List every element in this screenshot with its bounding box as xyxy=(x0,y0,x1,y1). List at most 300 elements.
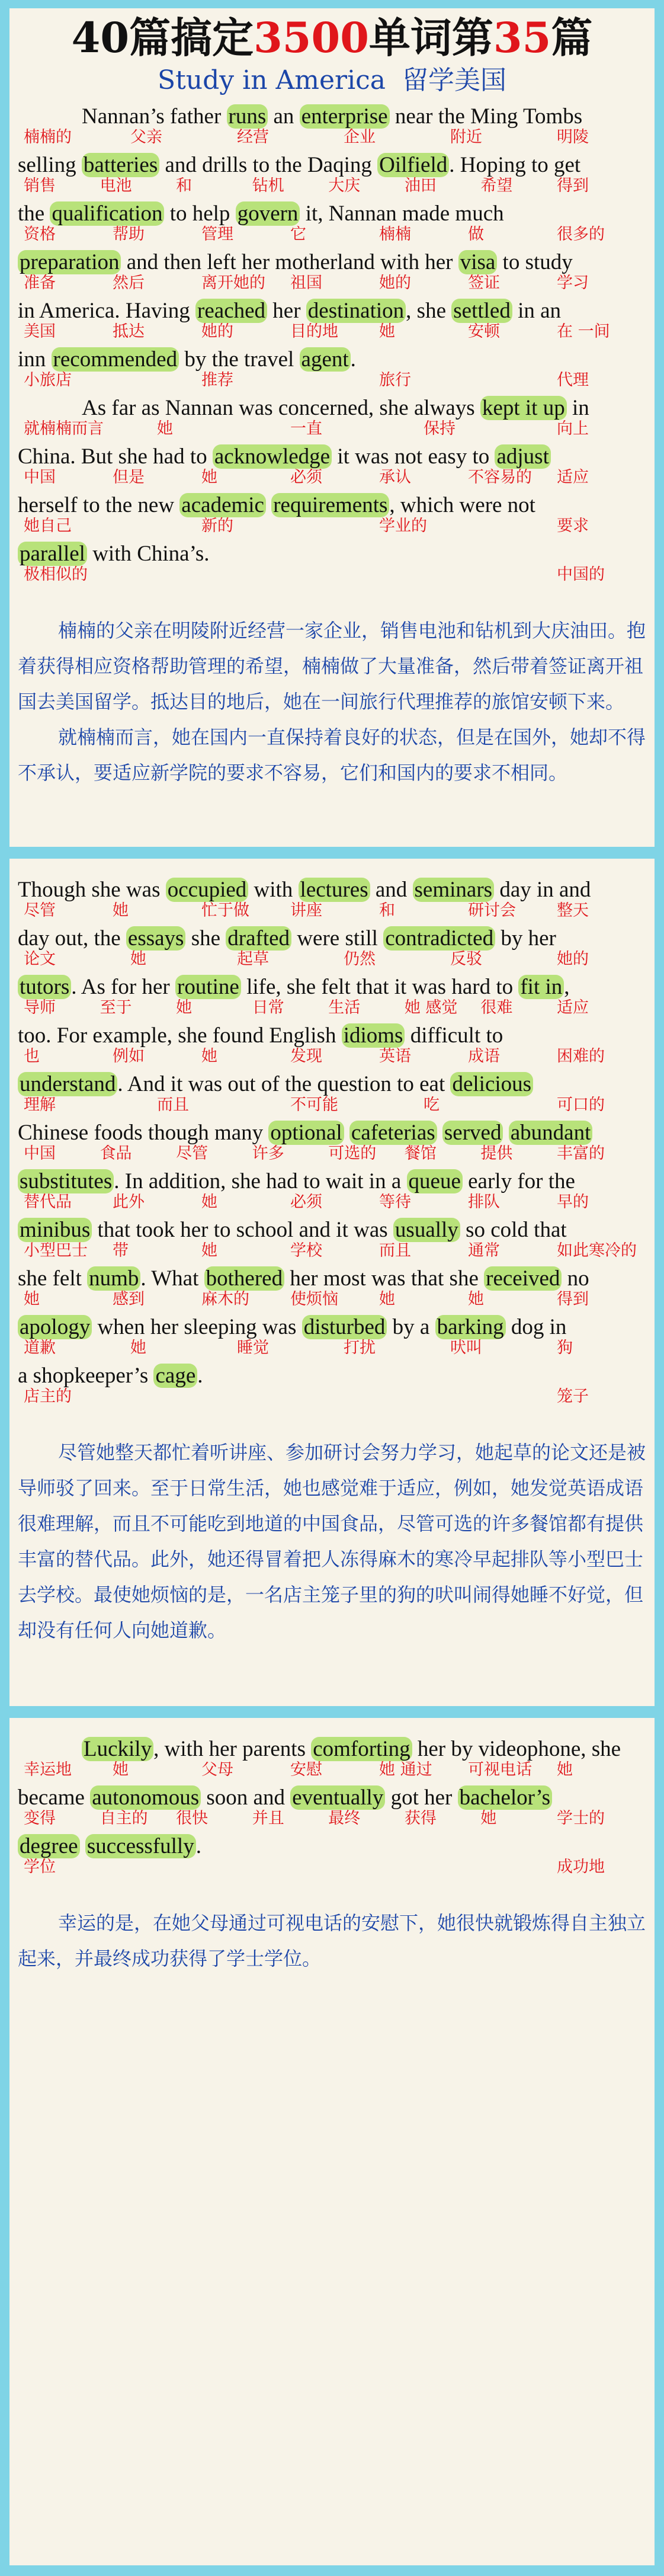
english-text: , with her parents xyxy=(153,1737,312,1761)
title-number-2: 35 xyxy=(493,13,551,62)
gloss-word: 她 xyxy=(24,1290,40,1308)
english-text: were still xyxy=(291,926,384,951)
text-line xyxy=(18,876,646,925)
vocab-highlight: understand xyxy=(18,1072,117,1096)
english-text: that took her to school and it was xyxy=(92,1218,393,1242)
chinese-gloss-line xyxy=(18,467,646,488)
gloss-word: 导师 xyxy=(24,999,56,1017)
english-text: inn xyxy=(18,347,52,372)
gloss-word: 帮助 xyxy=(113,225,145,244)
vocab-highlight: seminars xyxy=(413,878,495,902)
title-part-2: 单词第 xyxy=(368,13,493,62)
english-text: by the travel xyxy=(179,347,300,372)
chinese-gloss-line xyxy=(18,370,646,391)
english-text: and then left her motherland with her xyxy=(121,250,458,274)
gloss-word: 她 xyxy=(176,999,193,1017)
chinese-gloss-line xyxy=(18,175,646,197)
gloss-word: 自主的 xyxy=(100,1809,148,1828)
english-text: near the Ming Tombs xyxy=(389,104,583,129)
english-text: it, Nannan made much xyxy=(300,201,504,226)
text-line xyxy=(18,200,646,249)
english-text: to help xyxy=(164,201,236,226)
gloss-word: 如此寒冷的 xyxy=(557,1241,637,1260)
gloss-word: 而且 xyxy=(379,1241,411,1260)
text-line xyxy=(18,1119,646,1168)
gloss-word: 笼子 xyxy=(557,1387,589,1406)
article-panel-2 xyxy=(9,859,655,1706)
gloss-word: 她 xyxy=(201,1193,217,1211)
text-line xyxy=(18,492,646,540)
subtitle xyxy=(18,64,646,97)
english-text: so cold that xyxy=(460,1218,567,1242)
gloss-word: 她 xyxy=(480,1809,497,1828)
gloss-word: 明陵 xyxy=(557,128,589,146)
gloss-word: 适应 xyxy=(557,999,589,1017)
gloss-word: 感到 xyxy=(113,1290,145,1308)
english-text: the xyxy=(18,201,50,226)
gloss-word: 尽管 xyxy=(176,1144,208,1163)
gloss-word: 抵达 xyxy=(113,322,145,341)
vocab-highlight: idioms xyxy=(342,1023,405,1048)
gloss-word: 她 xyxy=(201,468,217,487)
vocab-highlight: substitutes xyxy=(18,1169,114,1193)
gloss-word: 可口的 xyxy=(557,1096,605,1114)
gloss-word: 要求 xyxy=(557,517,589,535)
vocab-highlight: parallel xyxy=(18,542,87,566)
gloss-word: 推荐 xyxy=(201,371,233,389)
text-line xyxy=(18,1168,646,1217)
text-line xyxy=(18,1022,646,1071)
vocab-highlight: barking xyxy=(435,1315,506,1339)
gloss-word: 希望 xyxy=(480,177,513,195)
text-line xyxy=(18,1265,646,1314)
text-line xyxy=(18,1217,646,1265)
english-text: . Hoping to get xyxy=(449,153,581,177)
text-line xyxy=(18,1362,646,1411)
gloss-word: 成功地 xyxy=(557,1858,605,1876)
english-text: she felt xyxy=(18,1266,88,1291)
english-text: . As for her xyxy=(71,975,175,999)
text-line xyxy=(18,1071,646,1119)
gloss-word: 中国的 xyxy=(557,565,605,584)
gloss-word: 带 xyxy=(113,1241,129,1260)
vocab-highlight: enterprise xyxy=(300,104,390,129)
gloss-word: 她 xyxy=(557,1761,573,1779)
gloss-word: 极相似的 xyxy=(24,565,88,584)
gloss-word: 讲座 xyxy=(290,901,322,920)
text-line xyxy=(18,1314,646,1362)
vocab-highlight: cage xyxy=(153,1364,197,1388)
gloss-word: 新的 xyxy=(201,517,233,535)
vocab-highlight: essays xyxy=(126,926,186,951)
gloss-word: 英语 xyxy=(379,1047,411,1065)
english-text: difficult to xyxy=(405,1023,503,1048)
gloss-word: 电池 xyxy=(100,177,132,195)
translation-paragraph: 幸运的是，在她父母通过可视电话的安慰下，她很快就锻炼得自主独立起来，并最终成功获得了学士学位。 xyxy=(18,1912,646,1970)
english-text: when her sleeping was xyxy=(92,1315,302,1339)
chinese-gloss-line xyxy=(18,1386,646,1407)
gloss-word: 学校 xyxy=(290,1241,322,1260)
english-text: Chinese foods though many xyxy=(18,1121,269,1145)
chinese-gloss-line xyxy=(18,997,646,1019)
vocab-highlight: received xyxy=(484,1266,562,1291)
text-line xyxy=(18,249,646,297)
vocab-highlight: minibus xyxy=(18,1218,92,1242)
gloss-word: 使烦恼 xyxy=(290,1290,338,1308)
gloss-word: 她 xyxy=(468,1290,484,1308)
gloss-word: 她 感觉 xyxy=(404,999,458,1017)
vocab-highlight: govern xyxy=(236,201,300,226)
gloss-word: 资格 xyxy=(24,225,56,244)
gloss-word: 食品 xyxy=(100,1144,132,1163)
vocab-highlight: routine xyxy=(175,975,241,999)
chinese-gloss-line xyxy=(18,949,646,970)
translation-paragraph: 楠楠的父亲在明陵附近经营一家企业，销售电池和钻机到大庆油田。抱着获得相应资格帮助管理的希望，楠楠做了大量准备，然后带着签证离开祖国去美国留学。抵达目的地后，她在一间旅行代理推荐的旅馆安顿下来。 xyxy=(18,619,646,713)
english-text xyxy=(503,1121,508,1145)
title-part-3: 篇 xyxy=(551,13,593,62)
vocab-highlight: served xyxy=(442,1121,503,1145)
gloss-word: 旅行 xyxy=(379,371,411,389)
english-text: selling xyxy=(18,153,82,177)
english-text: , which were not xyxy=(389,493,535,517)
gloss-word: 吠叫 xyxy=(450,1339,482,1357)
gloss-word: 代理 xyxy=(557,371,589,389)
chinese-gloss-line xyxy=(18,127,646,148)
gloss-word: 她 xyxy=(113,901,129,920)
english-text: with xyxy=(248,878,299,902)
gloss-word: 中国 xyxy=(24,1144,56,1163)
english-text: Though she was xyxy=(18,878,166,902)
gloss-word: 安顿 xyxy=(468,322,500,341)
gloss-word: 一直 xyxy=(290,420,322,438)
gloss-word: 它 xyxy=(290,225,306,244)
gloss-word: 她 xyxy=(130,1339,146,1357)
vocab-highlight: settled xyxy=(451,299,512,323)
english-text: no xyxy=(562,1266,589,1291)
english-text: . And it was out of the question to eat xyxy=(117,1072,451,1096)
vocab-highlight: adjust xyxy=(495,444,550,469)
gloss-word: 学习 xyxy=(557,274,589,292)
vocab-highlight: batteries xyxy=(82,153,159,177)
gloss-word: 很多的 xyxy=(557,225,605,244)
page-title xyxy=(18,8,646,64)
gloss-word: 等待 xyxy=(379,1193,411,1211)
english-text: As far as Nannan was concerned, she always xyxy=(82,396,480,420)
english-text: with China’s. xyxy=(86,542,210,566)
gloss-word: 企业 xyxy=(344,128,376,146)
english-text: life, she felt that it was hard to xyxy=(240,975,519,999)
english-text: . xyxy=(197,1364,203,1388)
vocab-highlight: numb xyxy=(87,1266,140,1291)
gloss-word: 至于 xyxy=(100,999,132,1017)
chinese-gloss-line xyxy=(18,1046,646,1067)
english-text: her by videophone, she xyxy=(412,1737,621,1761)
english-text: her most was that she xyxy=(284,1266,485,1291)
gloss-word: 父亲 xyxy=(130,128,162,146)
text-line xyxy=(18,395,646,443)
vocab-highlight: bachelor’s xyxy=(458,1785,552,1810)
english-text: in America. Having xyxy=(18,299,196,323)
english-text: an xyxy=(268,104,300,129)
chinese-gloss-line xyxy=(18,516,646,537)
gloss-word: 小型巴士 xyxy=(24,1241,88,1260)
interlinear-text-section-3 xyxy=(18,1736,646,1881)
gloss-word: 餐馆 xyxy=(404,1144,437,1163)
english-text: . xyxy=(195,1834,201,1858)
vocab-highlight: degree xyxy=(18,1834,80,1858)
gloss-word: 成语 xyxy=(468,1047,500,1065)
gloss-word: 她 xyxy=(157,420,173,438)
gloss-word: 承认 xyxy=(379,468,411,487)
english-text: by her xyxy=(495,926,556,951)
vocab-highlight: lectures xyxy=(299,878,370,902)
translation-paragraph: 尽管她整天都忙着听讲座、参加研讨会努力学习，她起草的论文还是被导师驳了回来。至于日常生活，她也感觉难于适应，例如，她发觉英语成语很难理解，而且不可能吃到地道的中国食品，尽管可选的许多餐馆都有提供丰富的替代品。此外，她还得冒着把人冻得麻木的寒冷早起排队等小型巴士去学校。最使她烦恼的是，一名店主笼子里的狗的吠叫闹得她睡不好觉，但却没有任何人向她道歉。 xyxy=(18,1441,646,1641)
chinese-gloss-line xyxy=(18,418,646,440)
gloss-word: 丰富的 xyxy=(557,1144,605,1163)
vocab-highlight: successfully xyxy=(85,1834,196,1858)
vocab-highlight: fit in xyxy=(518,975,564,999)
gloss-word: 她 xyxy=(379,1290,395,1308)
gloss-word: 研讨会 xyxy=(468,901,516,920)
english-text: in an xyxy=(512,299,562,323)
gloss-word: 睡觉 xyxy=(237,1339,269,1357)
gloss-word: 打扰 xyxy=(344,1339,376,1357)
vocab-highlight: autonomous xyxy=(90,1785,201,1810)
gloss-word: 准备 xyxy=(24,274,56,292)
interlinear-text-section-1 xyxy=(18,103,646,589)
title-number-1: 3500 xyxy=(254,13,369,62)
gloss-word: 得到 xyxy=(557,177,589,195)
gloss-word: 排队 xyxy=(468,1193,500,1211)
text-line xyxy=(18,346,646,395)
subtitle-english: Study in America xyxy=(157,65,386,95)
english-text xyxy=(437,1121,442,1145)
gloss-word: 获得 xyxy=(404,1809,437,1828)
chinese-gloss-line xyxy=(18,273,646,294)
gloss-word: 然后 xyxy=(113,274,145,292)
gloss-word: 楠楠的 xyxy=(24,128,72,146)
article-panel-1 xyxy=(9,8,655,847)
vocab-highlight: Luckily xyxy=(82,1737,153,1761)
gloss-word: 中国 xyxy=(24,468,56,487)
text-line xyxy=(18,925,646,974)
gloss-word: 很难 xyxy=(480,999,513,1017)
gloss-word: 变得 xyxy=(24,1809,56,1828)
vocab-highlight: usually xyxy=(393,1218,460,1242)
text-line xyxy=(18,152,646,200)
english-text: , xyxy=(564,975,570,999)
translation-section-2 xyxy=(18,1435,646,1648)
gloss-word: 而且 xyxy=(157,1096,189,1114)
vocab-highlight: abundant xyxy=(509,1121,593,1145)
chinese-gloss-line xyxy=(18,1759,646,1781)
gloss-word: 可视电话 xyxy=(468,1761,532,1779)
vocab-highlight: apology xyxy=(18,1315,92,1339)
gloss-word: 附近 xyxy=(450,128,482,146)
text-line xyxy=(18,540,646,589)
gloss-word: 起草 xyxy=(237,950,269,968)
gloss-word: 最终 xyxy=(328,1809,361,1828)
vocab-highlight: delicious xyxy=(450,1072,533,1096)
gloss-word: 困难的 xyxy=(557,1047,605,1065)
english-text: she xyxy=(185,926,226,951)
chinese-gloss-line xyxy=(18,321,646,343)
vocab-highlight: preparation xyxy=(18,250,121,274)
chinese-gloss-line xyxy=(18,1143,646,1164)
english-text xyxy=(266,493,271,517)
text-line xyxy=(18,103,646,152)
vocab-highlight: requirements xyxy=(271,493,389,517)
english-text: herself to the new xyxy=(18,493,180,517)
gloss-word: 生活 xyxy=(328,999,361,1017)
gloss-word: 不可能 xyxy=(290,1096,338,1114)
vocab-highlight: runs xyxy=(227,104,268,129)
vocab-highlight: queue xyxy=(407,1169,463,1193)
gloss-word: 她自己 xyxy=(24,517,72,535)
english-text: day out, the xyxy=(18,926,126,951)
vocab-highlight: Oilfield xyxy=(377,153,449,177)
gloss-word: 管理 xyxy=(201,225,233,244)
gloss-word: 必须 xyxy=(290,468,322,487)
gloss-word: 麻木的 xyxy=(201,1290,249,1308)
english-text: . xyxy=(350,347,356,372)
text-line xyxy=(18,297,646,346)
gloss-word: 仍然 xyxy=(344,950,376,968)
chinese-gloss-line xyxy=(18,1808,646,1829)
gloss-word: 例如 xyxy=(113,1047,145,1065)
vocab-highlight: academic xyxy=(179,493,266,517)
english-text: . What xyxy=(140,1266,204,1291)
chinese-gloss-line xyxy=(18,224,646,245)
vocab-highlight: eventually xyxy=(290,1785,385,1810)
english-text: early for the xyxy=(462,1169,575,1193)
chinese-gloss-line xyxy=(18,1289,646,1310)
gloss-word: 和 xyxy=(379,901,395,920)
text-line xyxy=(18,974,646,1022)
gloss-word: 祖国 xyxy=(290,274,322,292)
article-panel-3 xyxy=(9,1718,655,2565)
gloss-word: 提供 xyxy=(480,1144,513,1163)
vocab-highlight: tutors xyxy=(18,975,71,999)
english-text: . In addition, she had to wait in a xyxy=(114,1169,407,1193)
gloss-word: 和 xyxy=(176,177,193,195)
text-line xyxy=(18,1833,646,1881)
gloss-word: 许多 xyxy=(252,1144,284,1163)
gloss-word: 她的 xyxy=(201,322,233,341)
text-line xyxy=(18,1736,646,1784)
gloss-word: 她 xyxy=(379,322,395,341)
gloss-word: 美国 xyxy=(24,322,56,341)
vocab-highlight: cafeterias xyxy=(349,1121,437,1145)
gloss-word: 油田 xyxy=(404,177,437,195)
gloss-word: 店主的 xyxy=(24,1387,72,1406)
english-text: and xyxy=(370,878,413,902)
gloss-word: 离开她的 xyxy=(201,274,265,292)
gloss-word: 她的 xyxy=(557,950,589,968)
vocab-highlight: occupied xyxy=(166,878,249,902)
chinese-gloss-line xyxy=(18,1192,646,1213)
english-text: it was not easy to xyxy=(332,444,495,469)
english-text: a shopkeeper’s xyxy=(18,1364,154,1388)
gloss-word: 她 xyxy=(201,1047,217,1065)
vocab-highlight: bothered xyxy=(204,1266,284,1291)
vocab-highlight: reached xyxy=(195,299,267,323)
chinese-gloss-line xyxy=(18,1857,646,1878)
gloss-word: 钻机 xyxy=(252,177,284,195)
gloss-word: 也 xyxy=(24,1047,40,1065)
text-line xyxy=(18,1784,646,1833)
chinese-gloss-line xyxy=(18,1240,646,1262)
gloss-word: 早的 xyxy=(557,1193,589,1211)
vocab-highlight: contradicted xyxy=(383,926,495,951)
title-part-1: 40篇搞定 xyxy=(71,13,254,62)
gloss-word: 必须 xyxy=(290,1193,322,1211)
gloss-word: 发现 xyxy=(290,1047,322,1065)
english-text: her xyxy=(267,299,306,323)
gloss-word: 不容易的 xyxy=(468,468,532,487)
gloss-word: 幸运地 xyxy=(24,1761,72,1779)
interlinear-text-section-2 xyxy=(18,876,646,1411)
english-text: China. But she had to xyxy=(18,444,213,469)
chinese-gloss-line xyxy=(18,900,646,921)
gloss-word: 可选的 xyxy=(328,1144,377,1163)
english-text: day in and xyxy=(494,878,591,902)
vocab-highlight: agent xyxy=(300,347,351,372)
gloss-word: 学业的 xyxy=(379,517,427,535)
gloss-word: 她 xyxy=(130,950,146,968)
gloss-word: 道歉 xyxy=(24,1339,56,1357)
gloss-word: 学位 xyxy=(24,1858,56,1876)
gloss-word: 很快 xyxy=(176,1809,208,1828)
gloss-word: 此外 xyxy=(113,1193,145,1211)
gloss-word: 她 xyxy=(201,1241,217,1260)
english-text: in xyxy=(566,396,589,420)
chinese-gloss-line xyxy=(18,564,646,585)
gloss-word: 在 一间 xyxy=(557,322,610,341)
gloss-word: 日常 xyxy=(252,999,284,1017)
translation-section-3 xyxy=(18,1905,646,1976)
vocab-highlight: kept it up xyxy=(480,396,567,420)
gloss-word: 整天 xyxy=(557,901,589,920)
gloss-word: 大庆 xyxy=(328,177,361,195)
english-text xyxy=(80,1834,85,1858)
vocab-highlight: destination xyxy=(306,299,406,323)
vocab-highlight: disturbed xyxy=(302,1315,387,1339)
english-text: too. For example, she found English xyxy=(18,1023,342,1048)
text-line xyxy=(18,443,646,492)
chinese-gloss-line xyxy=(18,1337,646,1359)
gloss-word: 做 xyxy=(468,225,484,244)
gloss-word: 尽管 xyxy=(24,901,56,920)
gloss-word: 她 通过 xyxy=(379,1761,432,1779)
gloss-word: 得到 xyxy=(557,1290,589,1308)
chinese-gloss-line xyxy=(18,1095,646,1116)
english-text: became xyxy=(18,1785,91,1810)
subtitle-chinese: 留学美国 xyxy=(402,65,507,95)
gloss-word: 理解 xyxy=(24,1096,56,1114)
english-text: and drills to the Daqing xyxy=(159,153,378,177)
gloss-word: 并且 xyxy=(252,1809,284,1828)
gloss-word: 小旅店 xyxy=(24,371,72,389)
gloss-word: 学士的 xyxy=(557,1809,605,1828)
vocab-highlight: visa xyxy=(458,250,498,274)
translation-paragraph: 就楠楠而言，她在国内一直保持着良好的状态，但是在国外，她却不得不承认，要适应新学院的要求不容易，它们和国内的要求不相同。 xyxy=(18,726,646,784)
gloss-word: 就楠楠而言 xyxy=(24,420,104,438)
gloss-word: 销售 xyxy=(24,177,56,195)
gloss-word: 吃 xyxy=(424,1096,440,1114)
gloss-word: 安慰 xyxy=(290,1761,322,1779)
gloss-word: 父母 xyxy=(201,1761,233,1779)
